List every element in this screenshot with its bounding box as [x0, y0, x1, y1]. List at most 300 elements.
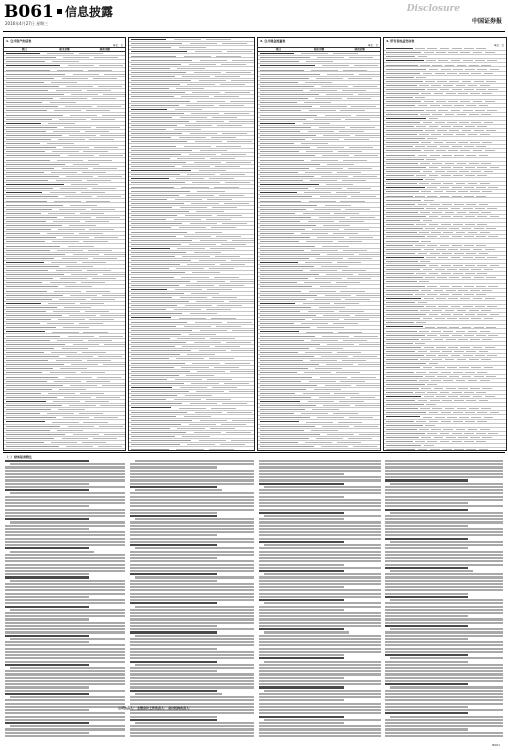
text-line	[130, 521, 254, 523]
text-line	[259, 609, 344, 611]
text-line	[5, 661, 125, 663]
text-line	[264, 661, 381, 663]
text-line	[259, 664, 381, 666]
text-line	[259, 554, 381, 556]
text-line	[130, 496, 254, 498]
text-line	[130, 654, 254, 656]
text-line	[259, 538, 381, 540]
text-line	[259, 706, 381, 708]
text-line	[385, 473, 503, 475]
text-line	[130, 525, 254, 527]
text-line	[385, 622, 503, 624]
text-line	[5, 502, 125, 504]
text-line	[259, 680, 381, 682]
text-line	[259, 628, 344, 630]
cash-flow-unit: 单位：元	[367, 44, 378, 47]
text-line	[259, 635, 381, 637]
text-line	[385, 693, 503, 695]
text-line	[385, 618, 503, 620]
text-line	[130, 703, 254, 705]
table-row	[129, 447, 254, 451]
text-line	[130, 596, 254, 598]
text-line	[385, 615, 468, 617]
text-line	[10, 580, 125, 582]
text-line	[390, 599, 503, 601]
text-line	[259, 576, 381, 578]
text-line	[385, 544, 503, 546]
text-line	[385, 560, 503, 562]
text-line	[10, 463, 125, 465]
text-line	[130, 732, 254, 734]
text-line	[130, 673, 254, 675]
text-line	[385, 554, 503, 556]
balance-sheet-rows	[4, 52, 125, 451]
equity-title: 4. 所有者权益变动表	[386, 39, 415, 43]
text-line	[385, 673, 503, 675]
text-line	[259, 722, 344, 724]
text-line	[130, 531, 254, 533]
text-line	[385, 460, 503, 462]
text-line	[130, 509, 254, 511]
text-line	[5, 583, 125, 585]
header-item: 项目	[21, 48, 27, 51]
text-line	[5, 541, 125, 543]
text-line	[130, 486, 217, 488]
text-line	[5, 573, 89, 575]
text-line	[385, 602, 503, 604]
text-line	[259, 586, 344, 588]
text-line	[135, 518, 254, 520]
text-line	[385, 486, 503, 488]
text-line	[385, 722, 503, 724]
text-line	[130, 567, 254, 569]
text-line	[385, 670, 503, 672]
text-line	[130, 557, 217, 559]
disclosure-wordmark: Disclosure	[406, 4, 460, 14]
text-line	[259, 589, 381, 591]
text-line	[259, 489, 381, 491]
text-line	[385, 635, 503, 637]
text-line	[385, 479, 468, 481]
text-line	[5, 677, 125, 679]
signatory-line: 公司负责人： 主管会计工作负责人： 会计机构负责人：	[118, 706, 193, 710]
page-mark: B061	[492, 743, 500, 747]
notes-column-1	[5, 460, 125, 743]
text-line	[264, 544, 381, 546]
text-line	[259, 599, 344, 601]
text-line	[5, 631, 125, 633]
text-line	[385, 576, 503, 578]
text-line	[5, 732, 89, 734]
text-line	[390, 657, 503, 659]
text-line	[259, 593, 381, 595]
text-line	[5, 557, 125, 559]
text-line	[385, 496, 503, 498]
text-line	[130, 680, 254, 682]
equity-unit: 单位：元	[493, 44, 504, 47]
text-line	[130, 618, 254, 620]
text-line	[259, 693, 381, 695]
text-line	[10, 638, 125, 640]
text-line	[390, 570, 473, 572]
text-line	[385, 518, 503, 520]
text-line	[385, 648, 503, 650]
text-line	[5, 709, 89, 711]
text-line	[5, 505, 89, 507]
text-line	[130, 716, 217, 718]
text-line	[130, 505, 254, 507]
text-line	[135, 576, 254, 578]
text-line	[385, 557, 503, 559]
text-line	[130, 712, 254, 714]
text-line	[385, 719, 503, 721]
text-line	[5, 654, 125, 656]
text-line	[5, 651, 125, 653]
text-line	[385, 502, 468, 504]
text-line	[130, 609, 254, 611]
text-line	[5, 615, 125, 617]
text-line	[5, 483, 89, 485]
text-line	[385, 492, 503, 494]
text-line	[259, 557, 381, 559]
text-line	[259, 580, 381, 582]
income-statement-column	[128, 37, 255, 451]
text-line	[5, 612, 125, 614]
text-line	[5, 528, 89, 530]
text-line	[259, 470, 381, 472]
text-line	[259, 699, 344, 701]
text-line	[385, 732, 503, 734]
text-line	[130, 683, 254, 685]
text-line	[385, 683, 468, 685]
text-line	[385, 725, 503, 727]
text-line	[385, 606, 503, 608]
text-line	[5, 602, 125, 604]
text-line	[385, 466, 503, 468]
notes-column-3	[259, 460, 381, 743]
text-line	[259, 651, 381, 653]
text-line	[259, 654, 344, 656]
text-line	[385, 699, 503, 701]
text-line	[385, 654, 468, 656]
table-row	[384, 448, 506, 451]
text-line	[10, 725, 125, 727]
text-line	[259, 712, 381, 714]
text-line	[130, 586, 254, 588]
text-line	[385, 589, 503, 591]
text-line	[264, 602, 381, 604]
text-line	[390, 541, 503, 543]
text-line	[5, 570, 125, 572]
text-line	[130, 612, 254, 614]
text-line	[259, 560, 381, 562]
text-line	[130, 696, 254, 698]
text-line	[130, 580, 217, 582]
text-line	[135, 460, 254, 462]
text-line	[385, 521, 503, 523]
text-line	[5, 722, 89, 724]
text-line	[259, 570, 344, 572]
text-line	[385, 667, 503, 669]
text-line	[385, 644, 503, 646]
text-line	[259, 683, 381, 685]
text-line	[5, 673, 125, 675]
text-line	[385, 531, 503, 533]
text-line	[10, 696, 125, 698]
text-line	[130, 661, 217, 663]
text-line	[130, 544, 217, 546]
text-line	[5, 703, 125, 705]
text-line	[385, 631, 503, 633]
text-line	[5, 596, 89, 598]
text-line	[5, 625, 125, 627]
text-line	[259, 709, 381, 711]
section-title: 信息披露	[65, 5, 114, 19]
text-line	[130, 686, 254, 688]
text-line	[259, 667, 381, 669]
text-line	[5, 515, 125, 517]
text-line	[259, 512, 344, 514]
text-line	[130, 622, 254, 624]
text-line	[259, 618, 381, 620]
text-line	[130, 602, 217, 604]
text-line	[130, 648, 217, 650]
text-line	[5, 641, 89, 643]
text-line	[5, 680, 125, 682]
text-line	[130, 573, 217, 575]
text-line	[5, 686, 89, 688]
text-line	[385, 690, 503, 692]
text-line	[130, 625, 217, 627]
text-line	[385, 706, 468, 708]
cf-header-begin: 期初余额	[354, 48, 365, 51]
table-row	[258, 449, 380, 451]
text-line	[135, 489, 222, 491]
text-line	[130, 512, 217, 514]
text-line	[259, 499, 381, 501]
text-line	[264, 573, 381, 575]
text-line	[130, 593, 254, 595]
text-line	[5, 560, 125, 562]
text-line	[264, 719, 381, 721]
text-line	[5, 460, 89, 462]
header-begin: 期初余额	[99, 48, 110, 51]
table-row	[4, 449, 125, 451]
text-line	[135, 693, 222, 695]
text-line	[5, 470, 125, 472]
text-line	[385, 489, 503, 491]
text-line	[5, 706, 125, 708]
balance-sheet-column	[3, 37, 126, 451]
text-line	[259, 476, 381, 478]
text-line	[5, 544, 125, 546]
text-line	[130, 473, 254, 475]
text-line	[259, 466, 381, 468]
text-line	[5, 509, 125, 511]
text-line	[130, 677, 254, 679]
balance-sheet-title: 1. 合并资产负债表	[6, 39, 32, 43]
text-line	[259, 521, 381, 523]
text-line	[259, 534, 381, 536]
cash-flow-title: 3. 合并现金流量表	[260, 39, 286, 43]
text-line	[135, 635, 254, 637]
text-line	[130, 599, 254, 601]
text-line	[5, 693, 89, 695]
text-line	[385, 515, 503, 517]
text-line	[135, 547, 254, 549]
text-line	[135, 606, 254, 608]
text-line	[259, 644, 381, 646]
text-line	[385, 580, 503, 582]
text-line	[5, 531, 125, 533]
text-line	[130, 725, 254, 727]
text-line	[130, 651, 254, 653]
text-line	[130, 541, 254, 543]
text-line	[385, 525, 468, 527]
text-line	[259, 483, 344, 485]
masthead	[0, 0, 508, 32]
text-line	[130, 554, 254, 556]
cf-header-end: 期末余额	[313, 48, 325, 51]
text-line	[259, 732, 381, 734]
text-line	[385, 470, 503, 472]
text-line	[130, 466, 217, 468]
text-line	[5, 657, 125, 659]
text-line	[390, 512, 503, 514]
text-line	[259, 509, 381, 511]
text-line	[259, 716, 344, 718]
text-line	[5, 576, 89, 578]
text-line	[130, 538, 254, 540]
text-line	[130, 483, 254, 485]
equity-changes-column	[383, 37, 507, 451]
text-line	[259, 728, 381, 730]
text-line	[5, 712, 125, 714]
text-line	[5, 644, 125, 646]
text-line	[5, 599, 125, 601]
text-line	[259, 725, 381, 727]
text-line	[5, 486, 125, 488]
text-line	[385, 712, 468, 714]
text-line	[385, 728, 468, 730]
text-line	[259, 502, 381, 504]
text-line	[130, 735, 254, 737]
text-line	[130, 615, 254, 617]
section-marker-icon	[57, 9, 62, 14]
text-line	[130, 479, 254, 481]
text-line	[5, 716, 125, 718]
text-line	[259, 551, 381, 553]
text-line	[5, 554, 125, 556]
unit-label: 单位：元	[112, 44, 123, 47]
text-line	[10, 492, 125, 494]
notes-column-4	[385, 460, 503, 743]
text-line	[5, 518, 89, 520]
text-line	[130, 638, 254, 640]
text-line	[259, 703, 381, 705]
text-line	[259, 735, 381, 737]
notes-column-2	[130, 460, 254, 743]
text-line	[5, 735, 125, 737]
text-line	[135, 722, 254, 724]
text-line	[259, 673, 381, 675]
text-line	[385, 509, 468, 511]
page-code: B061	[4, 2, 54, 22]
text-line	[5, 618, 89, 620]
text-line	[259, 670, 381, 672]
text-line	[259, 657, 344, 659]
text-line	[130, 728, 254, 730]
text-line	[390, 686, 503, 688]
text-line	[130, 534, 217, 536]
text-line	[385, 661, 468, 663]
text-line	[385, 677, 503, 679]
text-line	[264, 515, 381, 517]
text-line	[259, 625, 381, 627]
text-line	[385, 680, 503, 682]
text-line	[259, 460, 381, 462]
text-line	[5, 690, 125, 692]
text-line	[130, 551, 254, 553]
text-line	[130, 583, 254, 585]
text-line	[5, 593, 125, 595]
text-line	[130, 644, 254, 646]
text-line	[130, 476, 254, 478]
text-line	[390, 483, 503, 485]
text-line	[385, 463, 503, 465]
text-line	[385, 593, 468, 595]
text-line	[130, 670, 217, 672]
text-line	[5, 635, 89, 637]
text-line	[130, 463, 254, 465]
text-line	[5, 466, 125, 468]
text-line	[385, 612, 503, 614]
text-line	[259, 606, 381, 608]
text-line	[5, 728, 125, 730]
text-line	[5, 499, 125, 501]
text-line	[5, 489, 89, 491]
text-line	[259, 541, 344, 543]
text-line	[5, 547, 89, 549]
text-line	[385, 625, 468, 627]
newspaper-name: 中国证券报	[471, 18, 502, 25]
text-line	[5, 670, 125, 672]
text-line	[259, 473, 344, 475]
text-line	[130, 690, 217, 692]
text-line	[259, 525, 381, 527]
cash-flow-column	[257, 37, 381, 451]
text-line	[130, 641, 254, 643]
text-line	[5, 512, 125, 514]
text-line	[259, 567, 381, 569]
text-line	[259, 496, 344, 498]
text-line	[130, 499, 254, 501]
text-line	[385, 538, 468, 540]
text-line	[130, 528, 254, 530]
text-line	[390, 628, 503, 630]
text-line	[385, 567, 468, 569]
text-line	[385, 564, 503, 566]
text-line	[5, 664, 89, 666]
text-line	[385, 476, 503, 478]
text-line	[259, 648, 381, 650]
text-line	[130, 667, 254, 669]
text-line	[5, 606, 89, 608]
notes-title: （二）财务报表附注	[5, 455, 33, 459]
text-line	[5, 586, 125, 588]
text-line	[5, 476, 125, 478]
text-line	[130, 570, 254, 572]
